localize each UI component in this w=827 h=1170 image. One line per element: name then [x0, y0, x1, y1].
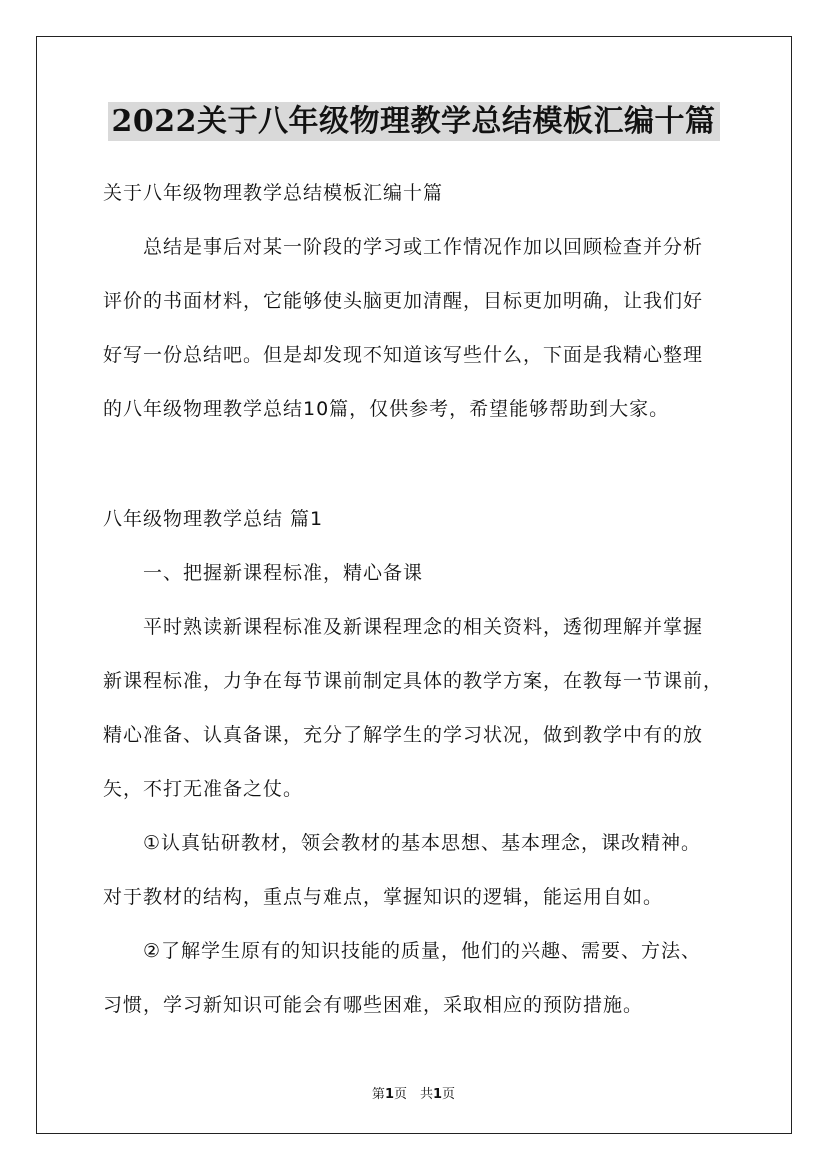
para2-line-2: 对于教材的结构，重点与难点，掌握知识的逻辑，能运用自如。: [103, 886, 664, 908]
intro-line-4: 的八年级物理教学总结10篇，仅供参考，希望能够帮助到大家。: [103, 398, 670, 420]
para1-line-1: 平时熟读新课程标准及新课程理念的相关资料，透彻理解并掌握: [103, 616, 704, 638]
intro-line-2: 评价的书面材料，它能够使头脑更加清醒，目标更加明确，让我们好: [103, 290, 704, 312]
para3-line-1: ②了解学生原有的知识技能的质量，他们的兴趣、需要、方法、: [103, 940, 702, 962]
document-title: [0, 96, 827, 140]
point-heading: 一、把握新课程标准，精心备课: [103, 562, 424, 584]
para1-line-2: 新课程标准，力争在每节课前制定具体的教学方案，在教每一节课前，: [103, 670, 724, 692]
intro-line-1: 总结是事后对某一阶段的学习或工作情况作加以回顾检查并分析: [103, 236, 704, 258]
para3-line-2: 习惯，学习新知识可能会有哪些困难，采取相应的预防措施。: [103, 994, 644, 1016]
page-footer: [0, 1083, 827, 1102]
footer-mid: 页 共: [393, 1087, 433, 1102]
footer-page-number: 1: [384, 1087, 394, 1102]
para1-line-3: 精心准备、认真备课，充分了解学生的学习状况，做到教学中有的放: [103, 724, 704, 746]
footer-prefix: 第: [371, 1087, 385, 1102]
document-title-text: 2022关于八年级物理教学总结模板汇编十篇: [108, 102, 720, 141]
para2-line-1: ①认真钻研教材，领会教材的基本思想、基本理念，课改精神。: [103, 832, 702, 854]
intro-line-3: 好写一份总结吧。但是却发现不知道该写些什么，下面是我精心整理: [103, 344, 704, 366]
para1-line-4: 矢，不打无准备之仗。: [103, 778, 304, 800]
footer-total-pages: 1: [433, 1087, 443, 1102]
section-heading: 八年级物理教学总结 篇1: [103, 508, 324, 530]
document-subtitle: 关于八年级物理教学总结模板汇编十篇: [103, 182, 444, 204]
footer-suffix: 页: [442, 1087, 456, 1102]
